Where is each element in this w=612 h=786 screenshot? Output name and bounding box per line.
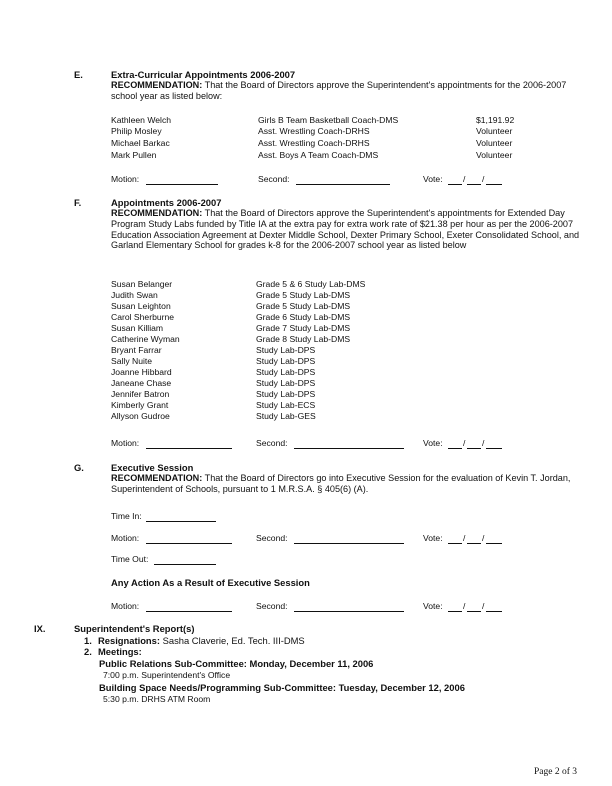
meeting-detail: 7:00 p.m. Superintendent's Office — [103, 670, 231, 680]
section-f-recommendation — [111, 208, 583, 251]
appointee-pay: Volunteer — [476, 150, 513, 160]
vote-field-3[interactable] — [486, 174, 502, 185]
time-out-label: Time Out: — [111, 554, 149, 564]
appointee-position: Asst. Boys A Team Coach-DMS — [258, 150, 379, 160]
appointee-position: Study Lab-DPS — [256, 378, 316, 388]
vote-field-1[interactable] — [448, 438, 462, 449]
rec-label: RECOMMENDATION: — [111, 473, 203, 483]
appointee-name: Mark Pullen — [111, 150, 157, 160]
section-g-letter: G. — [74, 462, 84, 473]
appointee-position: Grade 5 Study Lab-DMS — [256, 290, 351, 300]
appointee-position: Grade 5 Study Lab-DMS — [256, 301, 351, 311]
vote-field-3[interactable] — [486, 438, 502, 449]
item-number: 2. — [84, 646, 92, 657]
appointee-pay: Volunteer — [476, 126, 513, 136]
vote-label: Vote: — [423, 174, 443, 184]
appointee-name: Judith Swan — [111, 290, 158, 300]
appointee-pay: $1,191.92 — [476, 115, 515, 125]
motion-label: Motion: — [111, 533, 140, 543]
second-field[interactable] — [294, 533, 404, 544]
appointee-name: Jennifer Batron — [111, 389, 170, 399]
vote-field-1[interactable] — [448, 601, 462, 612]
vote-field-1[interactable] — [448, 533, 462, 544]
appointee-position: Girls B Team Basketball Coach-DMS — [258, 115, 399, 125]
meetings-label: Meetings: — [98, 646, 142, 657]
appointee-position: Study Lab-DPS — [256, 356, 316, 366]
motion-field[interactable] — [146, 601, 232, 612]
section-e-letter: E. — [74, 69, 83, 80]
vote-slash: / — [463, 533, 466, 543]
second-label: Second: — [256, 533, 288, 543]
vote-field-2[interactable] — [467, 174, 481, 185]
section-f-letter: F. — [74, 197, 82, 208]
appointee-name: Susan Belanger — [111, 279, 173, 289]
rec-text: That the Board of Directors approve the Superintendent's appointments for Extended Day Program Study Labs funded by Title IA at the extra pay for extra work rate of $21.38 per hour as per the 2006-2007 Education Association Agreement at Dexter Middle School, Dexter Primary School, Exeter Consolidated School, and Garland Elementary School for grades k-8 for the 2006-2007 school year as listed below — [111, 208, 580, 251]
rec-label: RECOMMENDATION: — [111, 80, 203, 90]
appointee-position: Asst. Wrestling Coach-DRHS — [258, 126, 370, 136]
vote-slash: / — [482, 174, 485, 184]
second-label: Second: — [256, 438, 288, 448]
section-e-heading: Extra-Curricular Appointments 2006-2007 — [111, 69, 296, 80]
section-f-heading: Appointments 2006-2007 — [111, 197, 222, 208]
resignations-label: Resignations: — [98, 635, 160, 646]
time-in-field[interactable] — [146, 511, 216, 522]
appointee-name: Janeane Chase — [111, 378, 172, 388]
appointee-position: Study Lab-DPS — [256, 345, 316, 355]
appointee-name: Carol Sherburne — [111, 312, 175, 322]
second-field[interactable] — [294, 438, 404, 449]
appointee-position: Study Lab-ECS — [256, 400, 316, 410]
appointee-name: Allyson Gudroe — [111, 411, 170, 421]
meeting-detail: 5:30 p.m. DRHS ATM Room — [103, 694, 211, 704]
item-number: 1. — [84, 635, 92, 646]
vote-field-3[interactable] — [486, 601, 502, 612]
appointee-position: Study Lab-DPS — [256, 367, 316, 377]
vote-label: Vote: — [423, 438, 443, 448]
vote-field-2[interactable] — [467, 438, 481, 449]
vote-field-2[interactable] — [467, 601, 481, 612]
meeting-title: Building Space Needs/Programming Sub-Committee: Tuesday, December 12, 2006 — [99, 682, 465, 693]
appointee-name: Bryant Farrar — [111, 345, 162, 355]
resignations-item — [98, 635, 305, 646]
motion-field[interactable] — [146, 438, 232, 449]
rec-text: That the Board of Directors go into Executive Session for the evaluation of Kevin T. Jordan, Superintendent of Schools, pursuant to 1 M.R.S.A. § 405(6) (A). — [111, 473, 571, 494]
vote-slash: / — [463, 174, 466, 184]
second-label: Second: — [256, 601, 288, 611]
time-in-label: Time In: — [111, 511, 142, 521]
motion-field[interactable] — [146, 174, 218, 185]
page-number: Page 2 of 3 — [534, 767, 578, 777]
second-label: Second: — [258, 174, 290, 184]
vote-field-2[interactable] — [467, 533, 481, 544]
action-heading: Any Action As a Result of Executive Session — [111, 577, 310, 588]
vote-slash: / — [463, 438, 466, 448]
appointee-name: Kathleen Welch — [111, 115, 172, 125]
appointee-position: Grade 8 Study Lab-DMS — [256, 334, 351, 344]
vote-slash: / — [482, 533, 485, 543]
motion-label: Motion: — [111, 174, 140, 184]
appointee-name: Michael Barkac — [111, 138, 170, 148]
appointee-name: Susan Leighton — [111, 301, 171, 311]
motion-label: Motion: — [111, 438, 140, 448]
vote-label: Vote: — [423, 533, 443, 543]
vote-field-3[interactable] — [486, 533, 502, 544]
motion-label: Motion: — [111, 601, 140, 611]
appointee-position: Grade 7 Study Lab-DMS — [256, 323, 351, 333]
vote-slash: / — [463, 601, 466, 611]
rec-label: RECOMMENDATION: — [111, 208, 203, 218]
vote-field-1[interactable] — [448, 174, 462, 185]
appointee-name: Sally Nuite — [111, 356, 153, 366]
appointee-position: Asst. Wrestling Coach-DRHS — [258, 138, 370, 148]
appointee-name: Joanne Hibbard — [111, 367, 172, 377]
meeting-title: Public Relations Sub-Committee: Monday, December 11, 2006 — [99, 658, 374, 669]
section-g-recommendation — [111, 473, 581, 495]
rec-text: That the Board of Directors approve the Superintendent's appointments for the 2006-2007 school year as listed below: — [111, 80, 567, 101]
appointee-position: Study Lab-DPS — [256, 389, 316, 399]
appointee-name: Kimberly Grant — [111, 400, 169, 410]
appointee-pay: Volunteer — [476, 138, 513, 148]
section-e-recommendation — [111, 80, 581, 102]
vote-slash: / — [482, 601, 485, 611]
resignations-text: Sasha Claverie, Ed. Tech. III-DMS — [162, 635, 305, 646]
section-ix-numeral: IX. — [34, 623, 46, 634]
section-g-heading: Executive Session — [111, 462, 194, 473]
motion-field[interactable] — [146, 533, 232, 544]
appointee-name: Catherine Wyman — [111, 334, 180, 344]
time-out-field[interactable] — [154, 554, 216, 565]
appointee-name: Susan Killiam — [111, 323, 164, 333]
appointee-name: Philip Mosley — [111, 126, 162, 136]
vote-slash: / — [482, 438, 485, 448]
section-ix-heading: Superintendent's Report(s) — [74, 623, 195, 634]
second-field[interactable] — [294, 601, 404, 612]
appointee-position: Study Lab-GES — [256, 411, 316, 421]
vote-label: Vote: — [423, 601, 443, 611]
appointee-position: Grade 6 Study Lab-DMS — [256, 312, 351, 322]
appointee-position: Grade 5 & 6 Study Lab-DMS — [256, 279, 366, 289]
second-field[interactable] — [296, 174, 390, 185]
